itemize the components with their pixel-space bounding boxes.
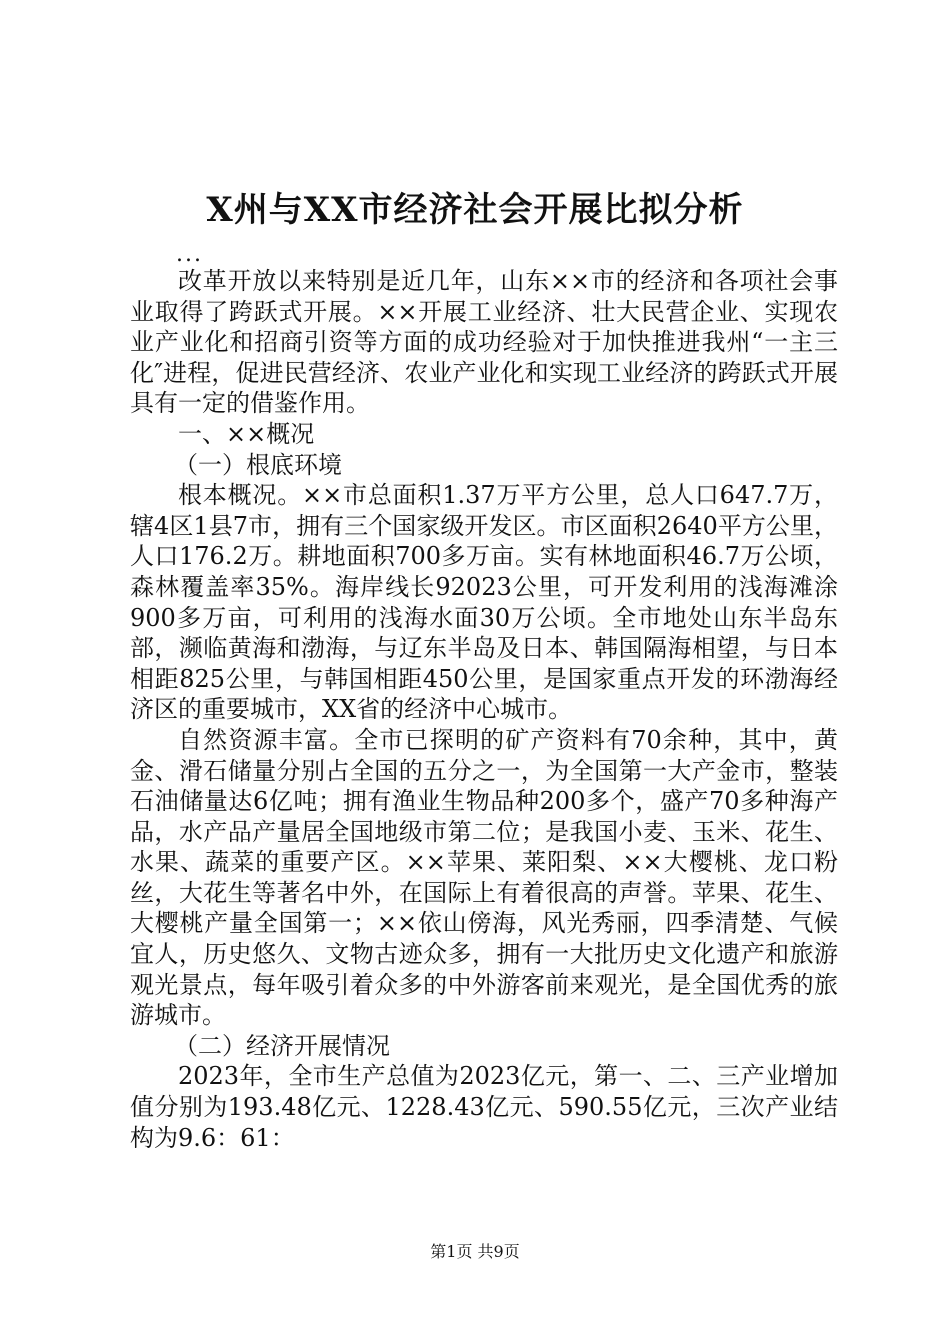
paragraph-basic-overview: 根本概况。××市总面积1.37万平方公里，总人口647.7万，辖4区1县7市，拥有三个国家级开发区。市区面积2640平方公里，人口176.2万。耕地面积700多万亩。实有林地面积46.7万公顷，森林覆盖率35%。海岸线长92023公里，可开发利用的浅海滩涂900多万亩，可利用的浅海水面30万公顷。全市地处山东半岛东部，濒临黄海和渤海，与辽东半岛及日本、韩国隔海相望，与日本相距825公里，与韩国相距450公里，是国家重点开发的环渤海经济区的重要城市，XX省的经济中心城市。 — [130, 481, 838, 724]
document-title: X州与XX市经济社会开展比拟分析 — [206, 190, 744, 230]
paragraph-intro: 改革开放以来特别是近几年，山东××市的经济和各项社会事业取得了跨跃式开展。××开展工业经济、壮大民营企业、实现农业产业化和招商引资等方面的成功经验对于加快推进我州“一主三化″进程，促进民营经济、农业产业化和实现工业经济的跨跃式开展具有一定的借鉴作用。 — [130, 267, 838, 418]
subheading-economy: （二）经济开展情况 — [174, 1031, 390, 1060]
paragraph-economy: 2023年，全市生产总值为2023亿元，第一、二、三产业增加值分别为193.48亿元、1228.43亿元、590.55亿元，三次产业结构为9.6：61： — [130, 1062, 838, 1152]
subheading-environment: （一）根底环境 — [174, 450, 342, 479]
page-footer: 第1页 共9页 — [430, 1242, 520, 1261]
document-body — [130, 266, 838, 1153]
ellipsis-marker: ... — [176, 242, 203, 267]
paragraph-natural-resources: 自然资源丰富。全市已探明的矿产资料有70余种，其中，黄金、滑石储量分别占全国的五分之一，为全国第一大产金市，整装石油储量达6亿吨；拥有渔业生物品种200多个，盛产70多种海产品，水产品产量居全国地级市第二位；是我国小麦、玉米、花生、水果、蔬菜的重要产区。××苹果、莱阳梨、××大樱桃、龙口粉丝，大花生等著名中外，在国际上有着很高的声誉。苹果、花生、大樱桃产量全国第一；××依山傍海，风光秀丽，四季清楚、气候宜人，历史悠久、文物古迹众多，拥有一大批历史文化遗产和旅游观光景点，每年吸引着众多的中外游客前来观光，是全国优秀的旅游城市。 — [130, 725, 838, 1030]
heading-overview: 一、××概况 — [178, 419, 315, 448]
